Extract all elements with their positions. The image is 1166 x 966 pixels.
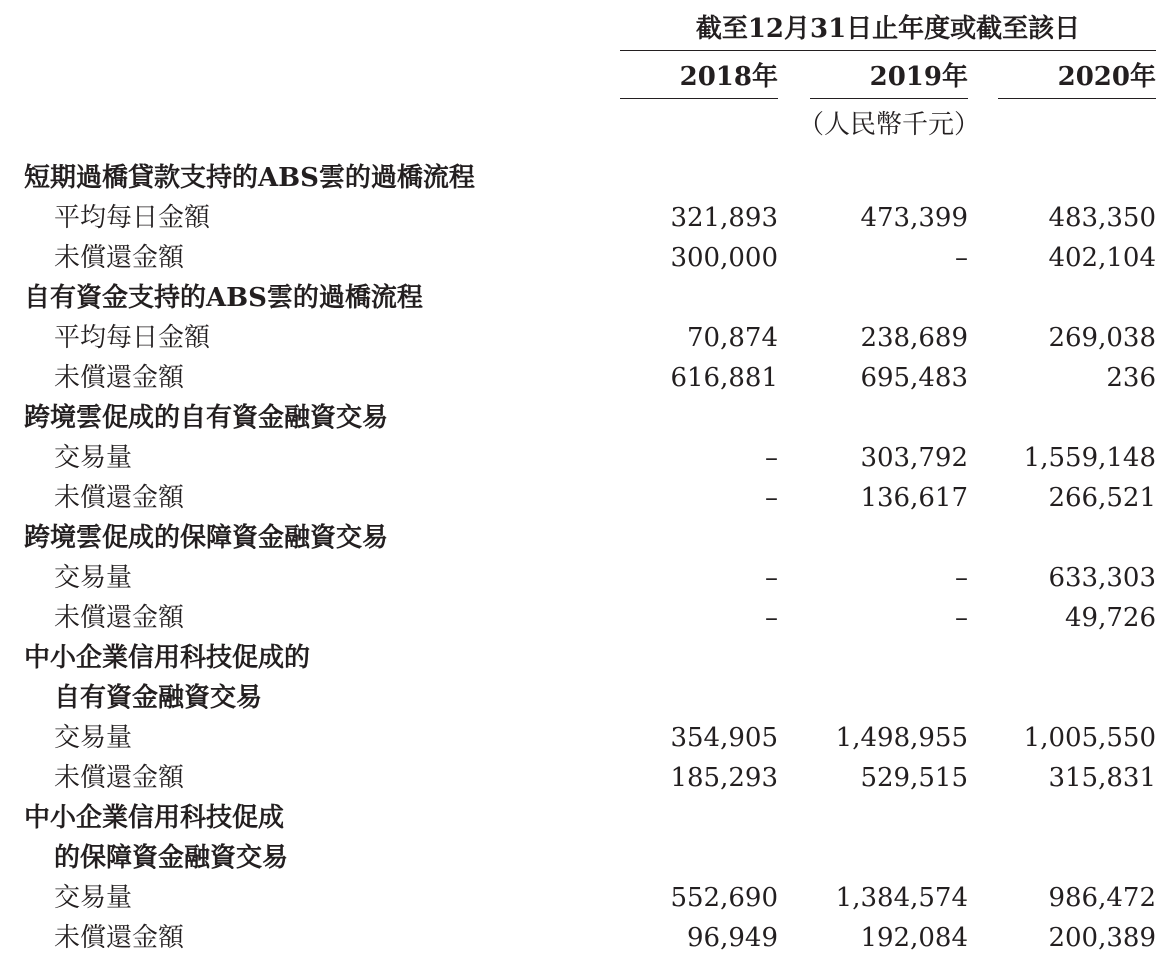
- section-label: 中小企業信用科技促成: [24, 803, 285, 833]
- cell-2020: 402,104: [1048, 243, 1156, 273]
- table-row: [0, 598, 1166, 638]
- cell-2019: –: [955, 603, 968, 633]
- cell-2019: 695,483: [860, 363, 968, 393]
- unit-label: （人民幣千元）: [798, 110, 981, 140]
- section-label: 自有資金支持的ABS雲的過橋流程: [24, 283, 423, 313]
- cell-2018: 616,881: [670, 363, 778, 393]
- cell-2018: 552,690: [670, 883, 778, 913]
- cell-2020: 1,005,550: [1023, 723, 1156, 753]
- row-label: 交易量: [54, 723, 133, 753]
- year-header-2020: 2020年: [1057, 62, 1156, 92]
- table-row: [0, 478, 1166, 518]
- cell-2020: 200,389: [1048, 923, 1156, 953]
- cell-2020: 266,521: [1048, 483, 1156, 513]
- cell-2018: 70,874: [687, 323, 778, 353]
- cell-2018: 354,905: [670, 723, 778, 753]
- row-label: 未償還金額: [54, 363, 185, 393]
- cell-2019: –: [955, 243, 968, 273]
- year-rule-2018: [620, 98, 778, 99]
- cell-2018: 300,000: [670, 243, 778, 273]
- cell-2020: 269,038: [1048, 323, 1156, 353]
- table-row: [0, 358, 1166, 398]
- row-label: 未償還金額: [54, 483, 185, 513]
- section-row: [0, 678, 1166, 718]
- cell-2020: 49,726: [1065, 603, 1156, 633]
- cell-2018: –: [765, 603, 778, 633]
- table-row: [0, 438, 1166, 478]
- cell-2018: 96,949: [687, 923, 778, 953]
- row-label: 交易量: [54, 883, 133, 913]
- table-row: [0, 918, 1166, 958]
- cell-2020: 986,472: [1048, 883, 1156, 913]
- year-header-2019: 2019年: [869, 62, 968, 92]
- cell-2018: 321,893: [670, 203, 778, 233]
- cell-2018: –: [765, 563, 778, 593]
- section-row: [0, 158, 1166, 198]
- cell-2018: 185,293: [670, 763, 778, 793]
- section-label: 自有資金融資交易: [54, 683, 263, 713]
- cell-2019: 238,689: [860, 323, 968, 353]
- cell-2020: 483,350: [1048, 203, 1156, 233]
- year-rule-2020: [998, 98, 1156, 99]
- cell-2020: 1,559,148: [1023, 443, 1156, 473]
- section-row: [0, 278, 1166, 318]
- table-row: [0, 558, 1166, 598]
- section-row: [0, 838, 1166, 878]
- cell-2019: 192,084: [860, 923, 968, 953]
- cell-2020: 315,831: [1048, 763, 1156, 793]
- table-row: [0, 758, 1166, 798]
- section-label: 短期過橋貸款支持的ABS雲的過橋流程: [24, 163, 475, 193]
- table-row: [0, 318, 1166, 358]
- section-row: [0, 518, 1166, 558]
- row-label: 未償還金額: [54, 243, 185, 273]
- row-label: 交易量: [54, 563, 133, 593]
- cell-2019: 529,515: [860, 763, 968, 793]
- table-row: [0, 238, 1166, 278]
- row-label: 平均每日金額: [54, 203, 211, 233]
- section-label: 中小企業信用科技促成的: [24, 643, 311, 673]
- table-row: [0, 878, 1166, 918]
- cell-2020: 236: [1106, 363, 1156, 393]
- cell-2018: –: [765, 483, 778, 513]
- section-row: [0, 638, 1166, 678]
- section-row: [0, 798, 1166, 838]
- cell-2019: 303,792: [860, 443, 968, 473]
- section-label: 跨境雲促成的保障資金融資交易: [24, 523, 389, 553]
- period-header: 截至12月31日止年度或截至該日: [695, 14, 1081, 44]
- table-row: [0, 718, 1166, 758]
- period-header-rule: [620, 50, 1156, 51]
- cell-2018: –: [765, 443, 778, 473]
- section-row: [0, 398, 1166, 438]
- section-label: 跨境雲促成的自有資金融資交易: [24, 403, 389, 433]
- cell-2019: –: [955, 563, 968, 593]
- table-row: [0, 198, 1166, 238]
- cell-2019: 473,399: [860, 203, 968, 233]
- cell-2019: 1,384,574: [835, 883, 968, 913]
- year-rule-2019: [810, 98, 968, 99]
- cell-2019: 1,498,955: [835, 723, 968, 753]
- row-label: 未償還金額: [54, 603, 185, 633]
- row-label: 平均每日金額: [54, 323, 211, 353]
- cell-2019: 136,617: [860, 483, 968, 513]
- cell-2020: 633,303: [1048, 563, 1156, 593]
- row-label: 未償還金額: [54, 923, 185, 953]
- row-label: 交易量: [54, 443, 133, 473]
- row-label: 未償還金額: [54, 763, 185, 793]
- section-label: 的保障資金融資交易: [54, 843, 289, 873]
- year-header-2018: 2018年: [679, 62, 778, 92]
